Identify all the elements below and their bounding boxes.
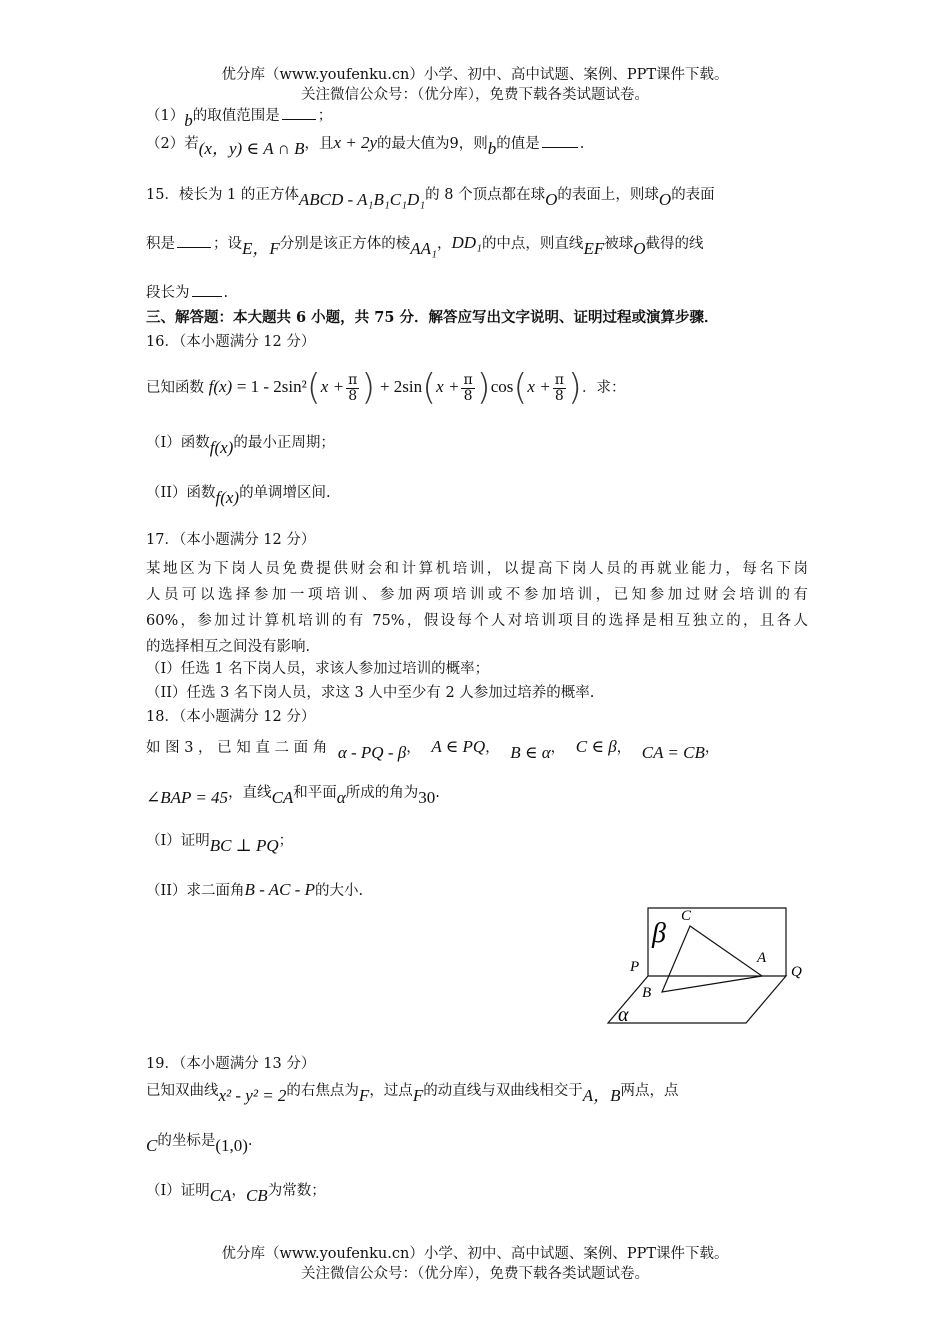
q16-title: 16．（本小题满分 12 分） xyxy=(146,334,316,350)
answer-blank xyxy=(192,284,222,297)
q17-line-2: 人员可以选择参加一项培训、参加两项培训或不参加培训，已知参加过财会培训的有 xyxy=(146,587,808,603)
q19-part1: （I）证明CA，CB为常数； xyxy=(146,1183,326,1205)
q19-line-1: 已知双曲线x² - y² = 2的右焦点为F，过点F的动直线与双曲线相交于A，B两点，点 xyxy=(146,1083,679,1105)
q15-line-3: 段长为 . xyxy=(146,285,229,301)
q16-function: 已知函数 f(x) = 1 - 2sin²(x + $\frac{\pi}{8}$ ) + 2sin(x + $\frac{\pi}{8}$ )cos(x + $\frac{\pi}{8}$ )．求： xyxy=(146,367,626,408)
q18-part2: （II）求二面角B - AC - P的大小. xyxy=(146,880,364,899)
q17-line-1: 某地区为下岗人员免费提供财会和计算机培训，以提高下岗人员的再就业能力，每名下岗 xyxy=(146,561,808,577)
header-line-1: 优分库（www.youfenku.cn）小学、初中、高中试题、案例、PPT课件下载。 xyxy=(221,67,729,83)
label-alpha: α xyxy=(618,1004,629,1026)
q17-part2: （II）任选 3 名下岗人员，求这 3 人中至少有 2 人参加过培养的概率. xyxy=(146,685,595,701)
footer-line-1: 优分库（www.youfenku.cn）小学、初中、高中试题、案例、PPT课件下载。 xyxy=(221,1246,729,1262)
q18-part1: （I）证明BC ⊥ PQ； xyxy=(146,833,294,855)
answer-blank xyxy=(177,235,211,248)
label-beta: β xyxy=(652,918,666,949)
q15-line-1: 15．棱长为 1 的正方体ABCD - A₁B₁C₁D₁的 8 个顶点都在球O的表面上，则球O的表面 xyxy=(146,187,715,209)
answer-blank xyxy=(542,135,578,148)
q17-part1: （I）任选 1 名下岗人员，求该人参加过培训的概率； xyxy=(146,661,490,677)
answer-blank xyxy=(282,107,316,120)
label-p: P xyxy=(630,959,640,975)
dihedral-angle-figure xyxy=(600,900,820,1032)
q18-title: 18．（本小题满分 12 分） xyxy=(146,709,316,725)
q15-line-2: 积是 ；设E，F分别是该正方体的棱AA₁，DD₁的中点，则直线EF被球O截得的线 xyxy=(146,233,704,258)
label-b: B xyxy=(642,985,652,1001)
q17-line-4: 的选择相互之间没有影响. xyxy=(146,639,311,655)
q17-line-3: 60%，参加过计算机培训的有 75%，假设每个人对培训项目的选择是相互独立的，且各人 xyxy=(146,613,808,629)
plane-alpha xyxy=(608,976,786,1023)
q16-part1: （I）函数f(x)的最小正周期； xyxy=(146,435,335,457)
footer-line-2: 关注微信公众号：（优分库），免费下载各类试题试卷。 xyxy=(301,1266,649,1282)
q17-title: 17．（本小题满分 12 分） xyxy=(146,532,316,548)
q19-title: 19．（本小题满分 13 分） xyxy=(146,1056,316,1072)
q18-line-2: ∠BAP = 45，直线CA和平面α所成的角为30. xyxy=(146,785,440,807)
q14-part1: （1）b的取值范围是 ； xyxy=(146,108,333,130)
q18-line-1: 如 图 3 ， 已 知 直 二 面 角 α - PQ - β， A ∈ PQ， B ∈ α， C ∈ β， CA = CB， xyxy=(146,737,720,762)
header-line-2: 关注微信公众号：（优分库），免费下载各类试题试卷。 xyxy=(301,87,649,103)
q16-part2: （II）函数f(x)的单调增区间. xyxy=(146,485,331,507)
label-c: C xyxy=(681,908,692,924)
q14-part2: （2）若(x，y) ∈ A ∩ B，且x + 2y的最大值为9，则b的值是 . xyxy=(146,133,585,158)
q19-line-2: C的坐标是(1,0). xyxy=(146,1133,253,1155)
section-3-heading: 三、解答题：本大题共 6 小题，共 75 分．解答应写出文字说明、证明过程或演算步骤． xyxy=(146,309,719,326)
label-a: A xyxy=(757,950,767,966)
triangle-abc xyxy=(662,926,762,992)
label-q: Q xyxy=(791,964,802,980)
